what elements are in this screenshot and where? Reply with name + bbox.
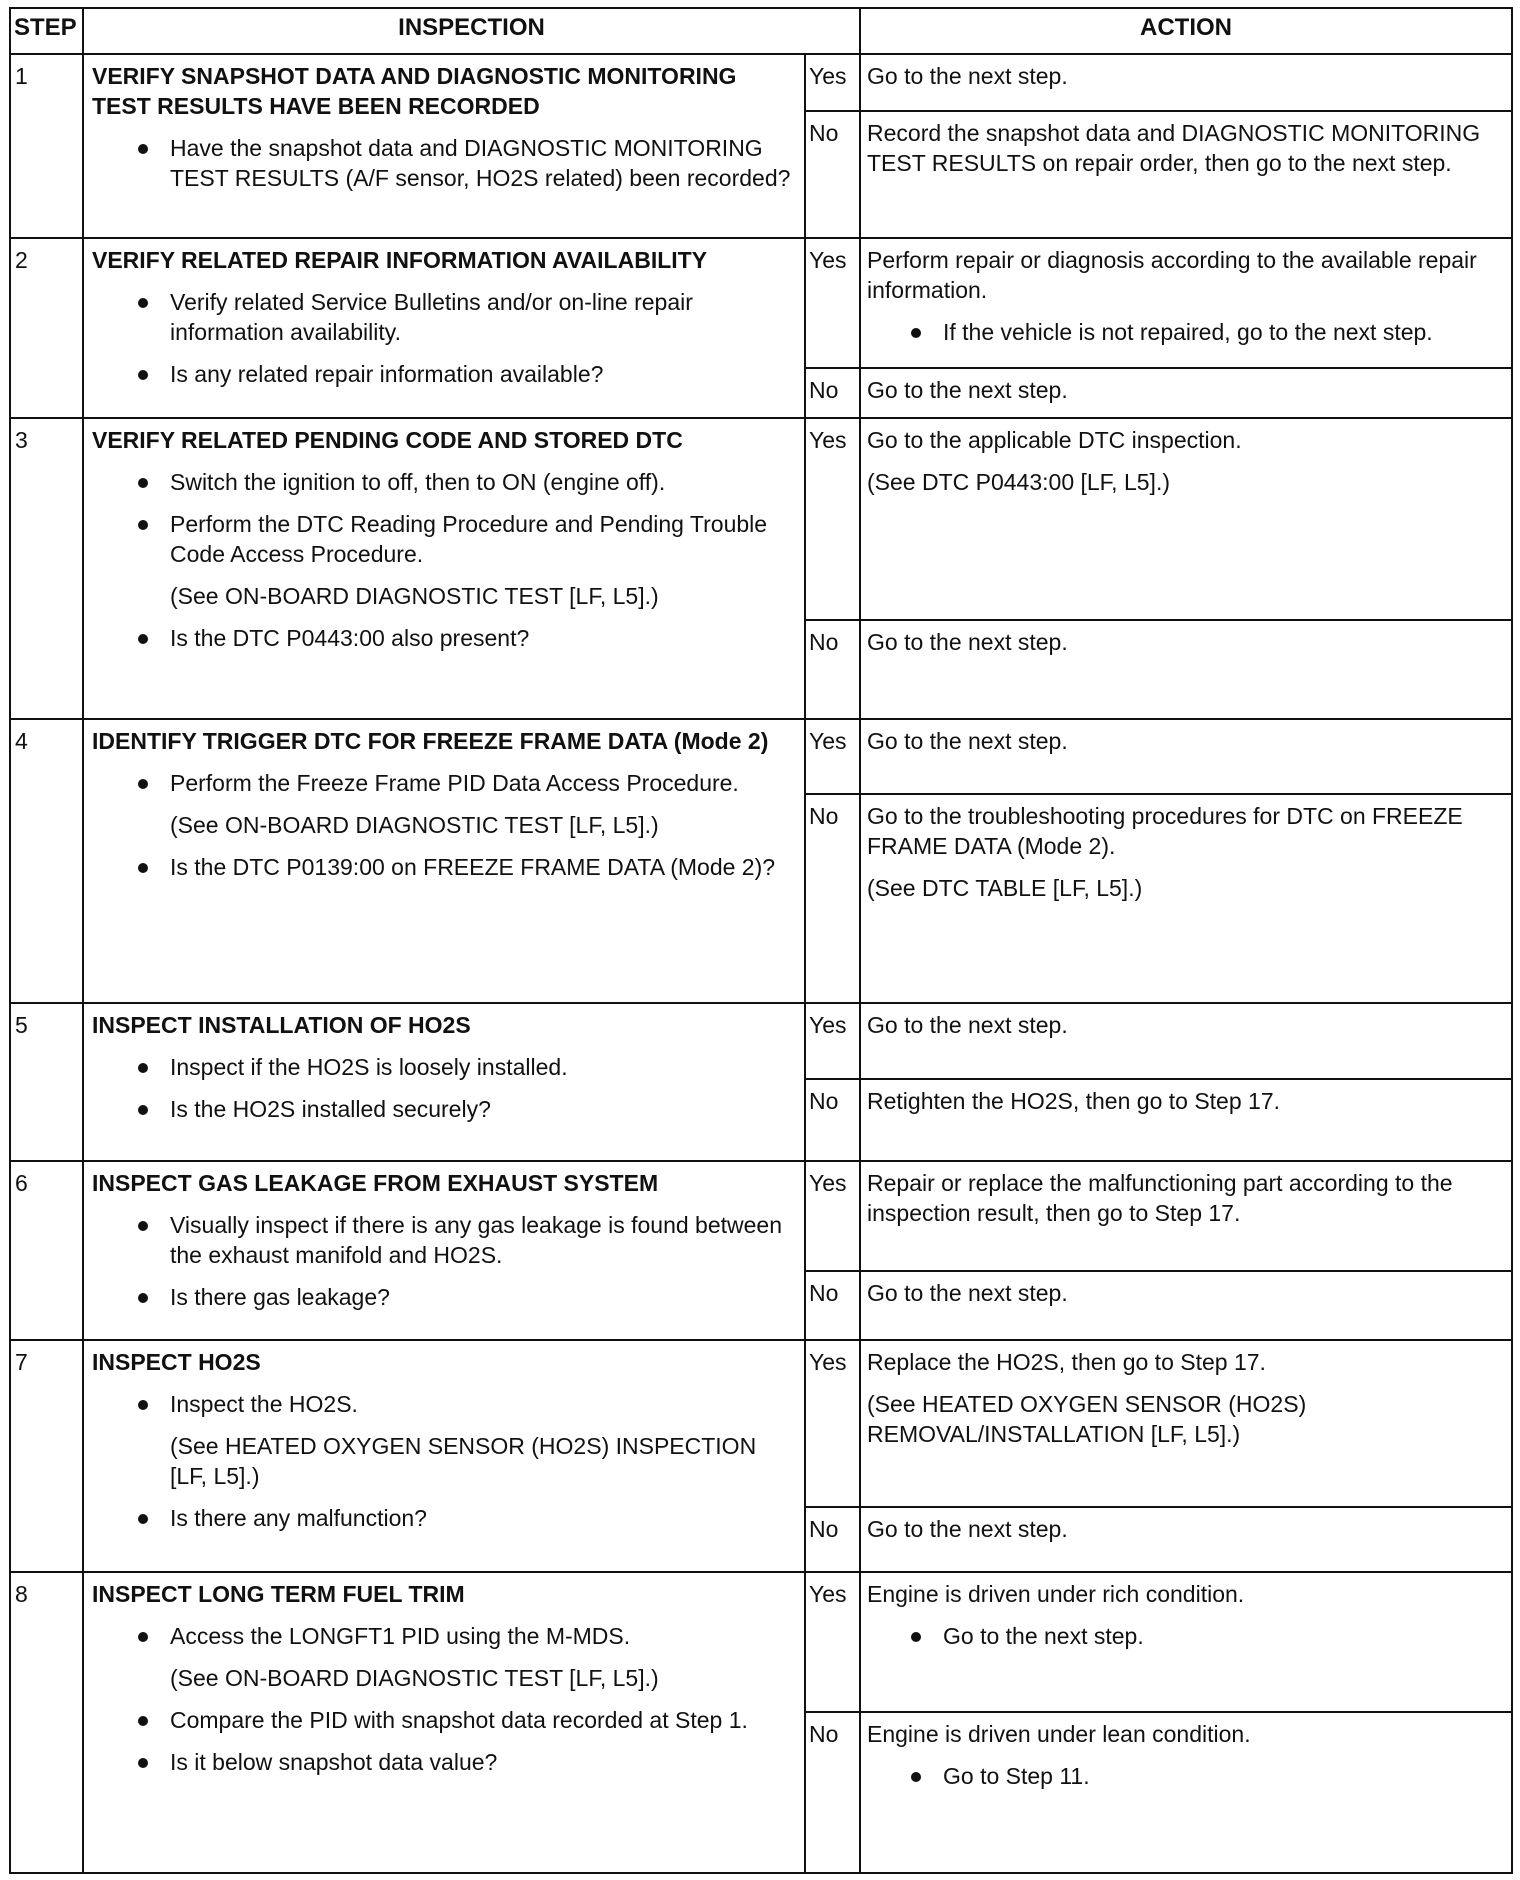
inspection-title: VERIFY RELATED PENDING CODE AND STORED DTC [92,426,683,453]
action-text: Engine is driven under lean condition. [867,1720,1251,1747]
inspection-title: VERIFY RELATED REPAIR INFORMATION AVAILABILITY [92,246,708,273]
step-row [10,719,1512,794]
action-no-cell [860,111,1512,237]
yes-label: Yes [805,1572,860,1712]
action-yes-cell [860,1003,1512,1079]
inspection-cell [83,719,805,1003]
inspection-bullet: Inspect the HO2S. [92,1389,796,1419]
inspection-bullet: Is there gas leakage? [92,1282,796,1312]
action-yes-cell [860,1572,1512,1712]
yes-label: Yes [805,1340,860,1507]
inspection-bullet: Perform the DTC Reading Procedure and Pending Trouble Code Access Procedure. [92,509,796,569]
no-label: No [805,620,860,719]
inspection-cell [83,1340,805,1572]
inspection-title: INSPECT INSTALLATION OF HO2S [92,1012,471,1039]
header-step: STEP [10,8,83,54]
action-no-cell [860,1079,1512,1161]
action-text: (See DTC TABLE [LF, L5].) [867,875,1143,902]
action-text: Go to the next step. [867,1012,1068,1039]
action-yes-cell [860,418,1512,620]
action-text: Record the snapshot data and DIAGNOSTIC MONITORING TEST RESULTS on repair order, then go to the next step. [867,120,1481,177]
no-label: No [805,368,860,418]
inspection-cell [83,1161,805,1340]
header-inspection: INSPECTION [83,8,860,54]
step-number: 8 [10,1572,83,1873]
inspection-bullet: Is the HO2S installed securely? [92,1094,796,1124]
action-text: Go to the next step. [867,63,1068,89]
step-row [10,1161,1512,1271]
action-text: Go to the next step. [867,376,1068,403]
action-text: Engine is driven under rich condition. [867,1580,1245,1607]
action-yes-cell [860,1340,1512,1507]
action-text: Perform repair or diagnosis according to the available repair information. [867,246,1477,303]
no-label: No [805,111,860,237]
inspection-bullet: Is any related repair information available? [92,359,796,389]
inspection-cell [83,238,805,418]
inspection-title: INSPECT GAS LEAKAGE FROM EXHAUST SYSTEM [92,1170,659,1197]
action-text: Go to the troubleshooting procedures for DTC on FREEZE FRAME DATA (Mode 2). [867,803,1463,860]
table-body [10,54,1512,1873]
inspection-cell [83,1572,805,1873]
inspection-cell [83,1003,805,1161]
action-yes-cell [860,238,1512,368]
inspection-bullet: Is the DTC P0443:00 also present? [92,623,796,653]
inspection-bullet: Verify related Service Bulletins and/or on-line repair information availability. [92,287,796,347]
step-number: 3 [10,418,83,719]
action-text: Go to the applicable DTC inspection. [867,426,1242,453]
inspection-title: IDENTIFY TRIGGER DTC FOR FREEZE FRAME DATA (Mode 2) [92,727,769,754]
inspection-bullet: Is it below snapshot data value? [92,1747,796,1777]
step-row [10,418,1512,620]
action-no-cell [860,1712,1512,1873]
step-number: 6 [10,1161,83,1340]
no-label: No [805,1079,860,1161]
step-number: 4 [10,719,83,1003]
action-bullet: Go to Step 11. [867,1761,1505,1791]
action-no-cell [860,620,1512,719]
header-action: ACTION [860,8,1512,54]
inspection-bullet: Compare the PID with snapshot data recorded at Step 1. [92,1705,796,1735]
action-text: Go to the next step. [867,628,1068,655]
action-no-cell [860,1271,1512,1340]
no-label: No [805,1712,860,1873]
inspection-reference: (See ON-BOARD DIAGNOSTIC TEST [LF, L5].) [170,582,659,609]
action-text: Go to the next step. [867,1279,1068,1306]
action-yes-cell [860,1161,1512,1271]
action-text: (See DTC P0443:00 [LF, L5].) [867,468,1170,495]
action-text: Retighten the HO2S, then go to Step 17. [867,1088,1281,1115]
action-bullet: Go to the next step. [867,1621,1505,1651]
inspection-bullet: Perform the Freeze Frame PID Data Access Procedure. [92,768,796,798]
step-number: 1 [10,54,83,238]
step-number: 5 [10,1003,83,1161]
inspection-bullet: Switch the ignition to off, then to ON (engine off). [92,467,796,497]
step-number: 7 [10,1340,83,1572]
action-text: Replace the HO2S, then go to Step 17. [867,1348,1266,1375]
yes-label: Yes [805,1161,860,1271]
action-yes-cell [860,54,1512,111]
no-label: No [805,1507,860,1572]
inspection-reference: (See HEATED OXYGEN SENSOR (HO2S) INSPECTION [LF, L5].) [170,1432,757,1489]
step-row [10,1572,1512,1712]
yes-label: Yes [805,418,860,620]
no-label: No [805,1271,860,1340]
inspection-bullet: Access the LONGFT1 PID using the M-MDS. [92,1621,796,1651]
inspection-bullet: Visually inspect if there is any gas leakage is found between the exhaust manifold and HO2S. [92,1210,796,1270]
no-label: No [805,794,860,1003]
inspection-bullet: Is the DTC P0139:00 on FREEZE FRAME DATA (Mode 2)? [92,852,796,882]
step-number: 2 [10,238,83,418]
inspection-reference: (See ON-BOARD DIAGNOSTIC TEST [LF, L5].) [170,811,659,838]
header-row [10,8,1512,54]
yes-label: Yes [805,54,860,111]
action-yes-cell [860,719,1512,794]
inspection-bullet: Inspect if the HO2S is loosely installed. [92,1052,796,1082]
inspection-title: VERIFY SNAPSHOT DATA AND DIAGNOSTIC MONITORING TEST RESULTS HAVE BEEN RECORDED [92,63,737,119]
step-row [10,1340,1512,1507]
inspection-bullet: Have the snapshot data and DIAGNOSTIC MONITORING TEST RESULTS (A/F sensor, HO2S related) been recorded? [92,133,796,193]
step-row [10,238,1512,368]
inspection-reference: (See ON-BOARD DIAGNOSTIC TEST [LF, L5].) [170,1664,659,1691]
action-no-cell [860,794,1512,1003]
step-row [10,1003,1512,1079]
action-text: Repair or replace the malfunctioning part according to the inspection result, then go to Step 17. [867,1170,1453,1227]
inspection-title: INSPECT LONG TERM FUEL TRIM [92,1580,465,1607]
yes-label: Yes [805,1003,860,1079]
action-text: Go to the next step. [867,727,1068,754]
action-bullet: If the vehicle is not repaired, go to the next step. [867,317,1505,347]
yes-label: Yes [805,238,860,368]
action-no-cell [860,1507,1512,1572]
inspection-cell [83,418,805,719]
inspection-cell [83,54,805,238]
action-text: (See HEATED OXYGEN SENSOR (HO2S) REMOVAL/INSTALLATION [LF, L5].) [867,1390,1307,1447]
action-no-cell [860,368,1512,418]
step-row [10,54,1512,111]
inspection-bullet: Is there any malfunction? [92,1503,796,1533]
action-text: Go to the next step. [867,1516,1068,1543]
yes-label: Yes [805,719,860,794]
inspection-title: INSPECT HO2S [92,1348,261,1375]
diagnostic-procedure-table [9,7,1513,1874]
